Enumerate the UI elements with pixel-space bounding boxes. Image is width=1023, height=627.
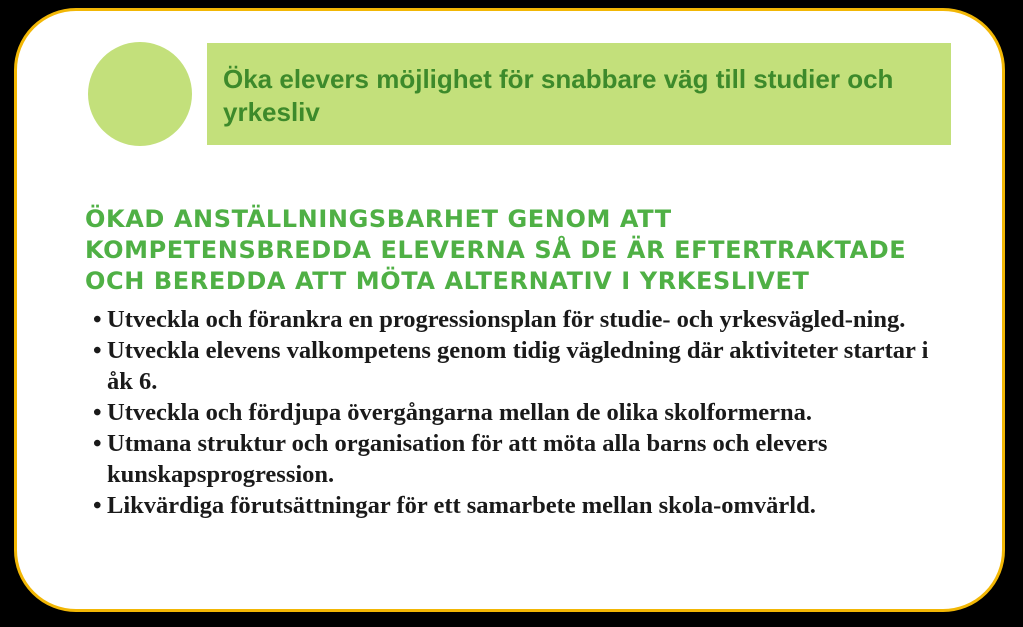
info-card <box>14 8 1005 612</box>
bullet-icon: • <box>93 399 102 426</box>
bullet-icon: • <box>93 430 102 457</box>
list-item <box>93 304 943 335</box>
bullet-icon: • <box>93 492 102 519</box>
list-item-text: Utveckla och förankra en progressionsplan för studie- och yrkesvägled-ning. <box>107 306 906 333</box>
list-item <box>93 397 943 428</box>
bullet-list <box>93 304 943 521</box>
decorative-circle <box>88 42 192 146</box>
list-item-text: Utveckla elevens valkompetens genom tidig vägledning där aktiviteter startar i åk 6. <box>107 337 929 395</box>
banner-title: Öka elevers möjlighet för snabbare väg till studier och yrkesliv <box>223 64 894 127</box>
title-banner <box>207 43 951 145</box>
list-item-text: Utmana struktur och organisation för att möta alla barns och elevers kunskapsprogression. <box>107 430 828 488</box>
section-heading: ÖKAD ANSTÄLLNINGSBARHET GENOM ATT KOMPETENSBREDDA ELEVERNA SÅ DE ÄR EFTERTRAKTADE OCH BEREDDA ATT MÖTA ALTERNATIV I YRKESLIVET <box>85 205 907 295</box>
list-item <box>93 335 943 397</box>
bullet-icon: • <box>93 337 102 364</box>
bullet-icon: • <box>93 306 102 333</box>
list-item <box>93 428 943 490</box>
list-item-text: Likvärdiga förutsättningar för ett samarbete mellan skola-omvärld. <box>107 492 816 519</box>
list-item <box>93 490 943 521</box>
list-item-text: Utveckla och fördjupa övergångarna mellan de olika skolformerna. <box>107 399 813 426</box>
